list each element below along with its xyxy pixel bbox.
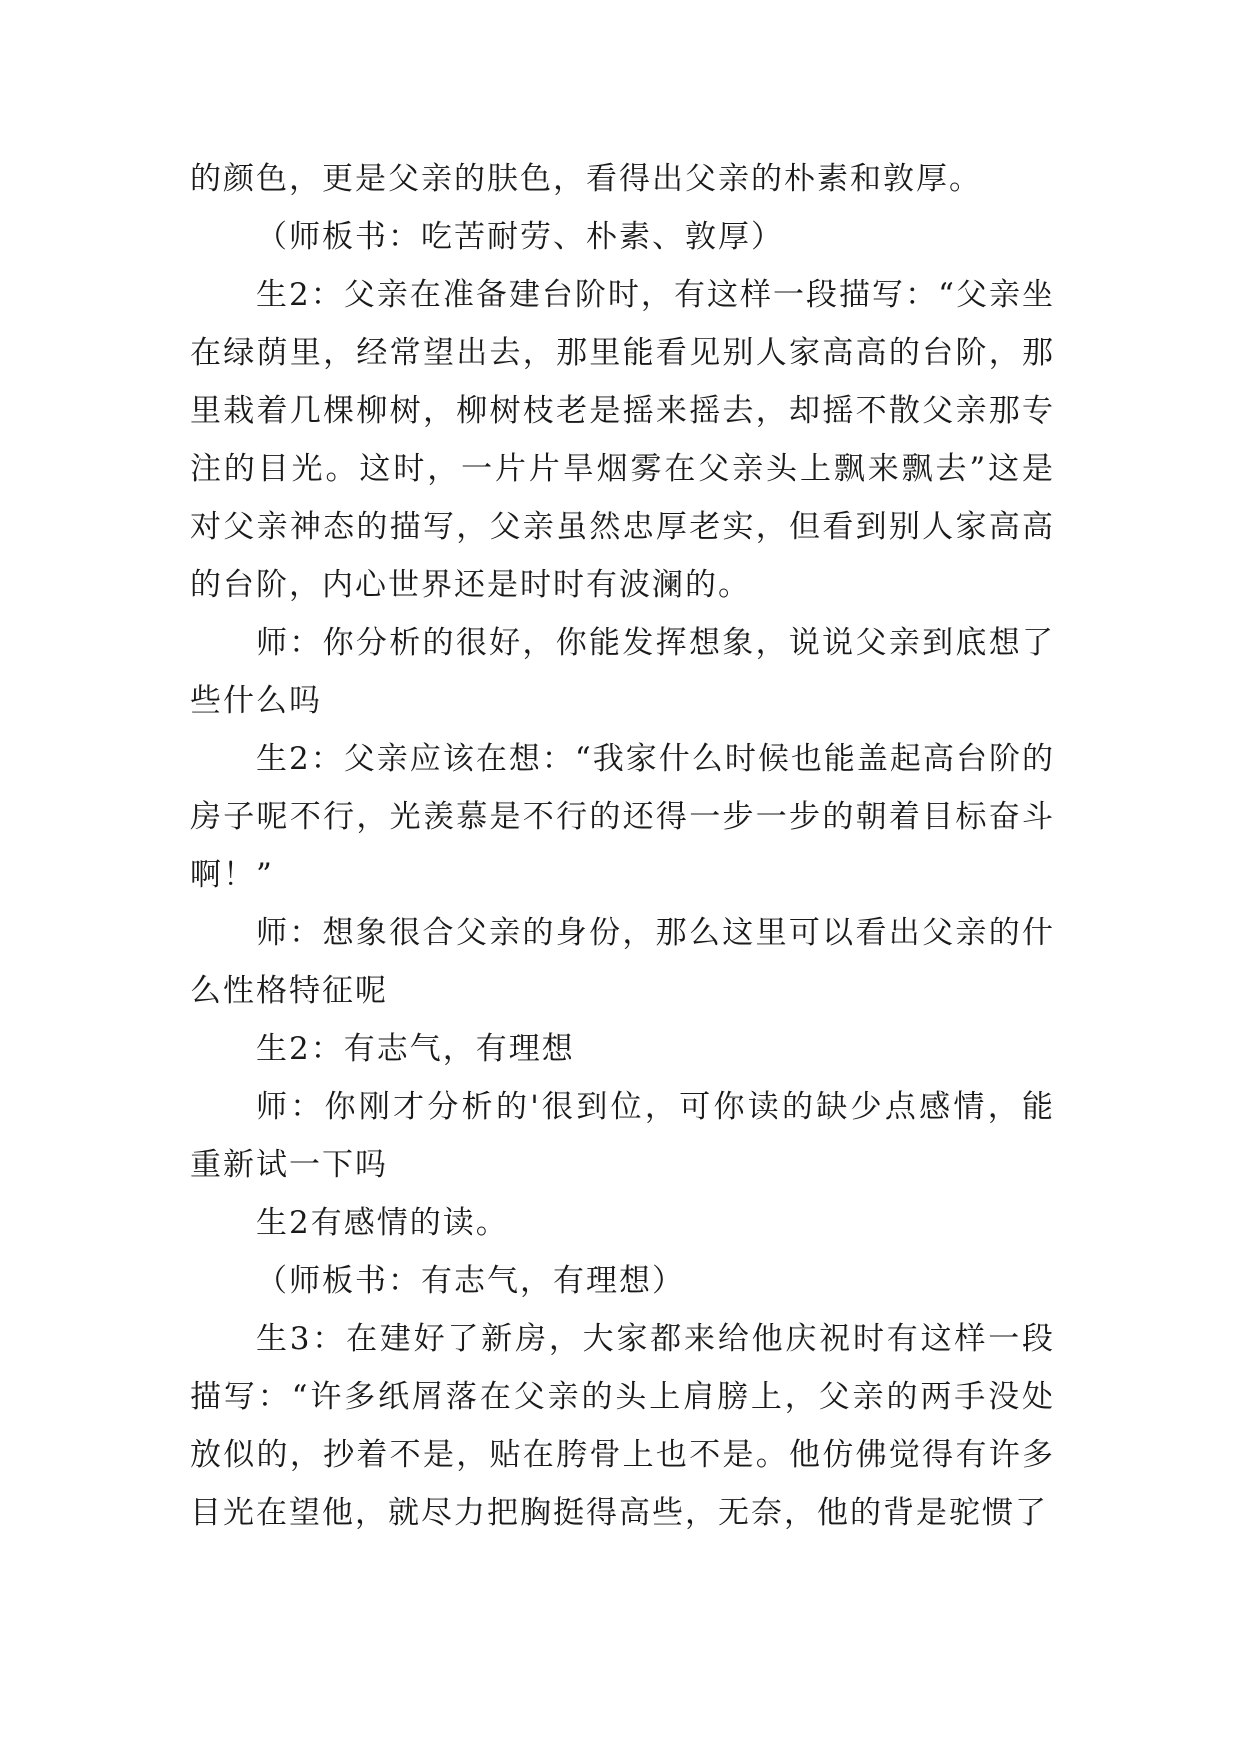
document-page: [190, 150, 1055, 1542]
paragraph-2: （师板书：吃苦耐劳、朴素、敦厚）: [256, 219, 784, 255]
paragraph-8: 师：你刚才分析的'很到位，可你读的缺少点感情，能重新试一下吗: [190, 1089, 1055, 1183]
paragraph-1: 的颜色，更是父亲的肤色，看得出父亲的朴素和敦厚。: [190, 161, 982, 197]
paragraph-4: 师：你分析的很好，你能发挥想象，说说父亲到底想了些什么吗: [190, 625, 1055, 719]
paragraph-11: 生3：在建好了新房，大家都来给他庆祝时有这样一段描写：“许多纸屑落在父亲的头上肩膀上，父亲的两手没处放似的，抄着不是，贴在胯骨上也不是。他仿佛觉得有许多目光在望他，就尽力把胸挺得高些，无奈，他的背是驼惯了: [190, 1321, 1055, 1531]
paragraph-6: 师：想象很合父亲的身份，那么这里可以看出父亲的什么性格特征呢: [190, 915, 1055, 1009]
paragraph-3: 生2：父亲在准备建台阶时，有这样一段描写：“父亲坐在绿荫里，经常望出去，那里能看见别人家高高的台阶，那里栽着几棵柳树，柳树枝老是摇来摇去，却摇不散父亲那专注的目光。这时，一片片旱烟雾在父亲头上飘来飘去”这是对父亲神态的描写，父亲虽然忠厚老实，但看到别人家高高的台阶，内心世界还是时时有波澜的。: [190, 277, 1055, 603]
paragraph-10: （师板书：有志气，有理想）: [256, 1263, 685, 1299]
paragraph-5: 生2：父亲应该在想：“我家什么时候也能盖起高台阶的房子呢不行，光羡慕是不行的还得一步一步的朝着目标奋斗啊！”: [190, 741, 1055, 893]
paragraph-7: 生2：有志气，有理想: [256, 1031, 575, 1067]
paragraph-9: 生2有感情的读。: [256, 1205, 509, 1241]
